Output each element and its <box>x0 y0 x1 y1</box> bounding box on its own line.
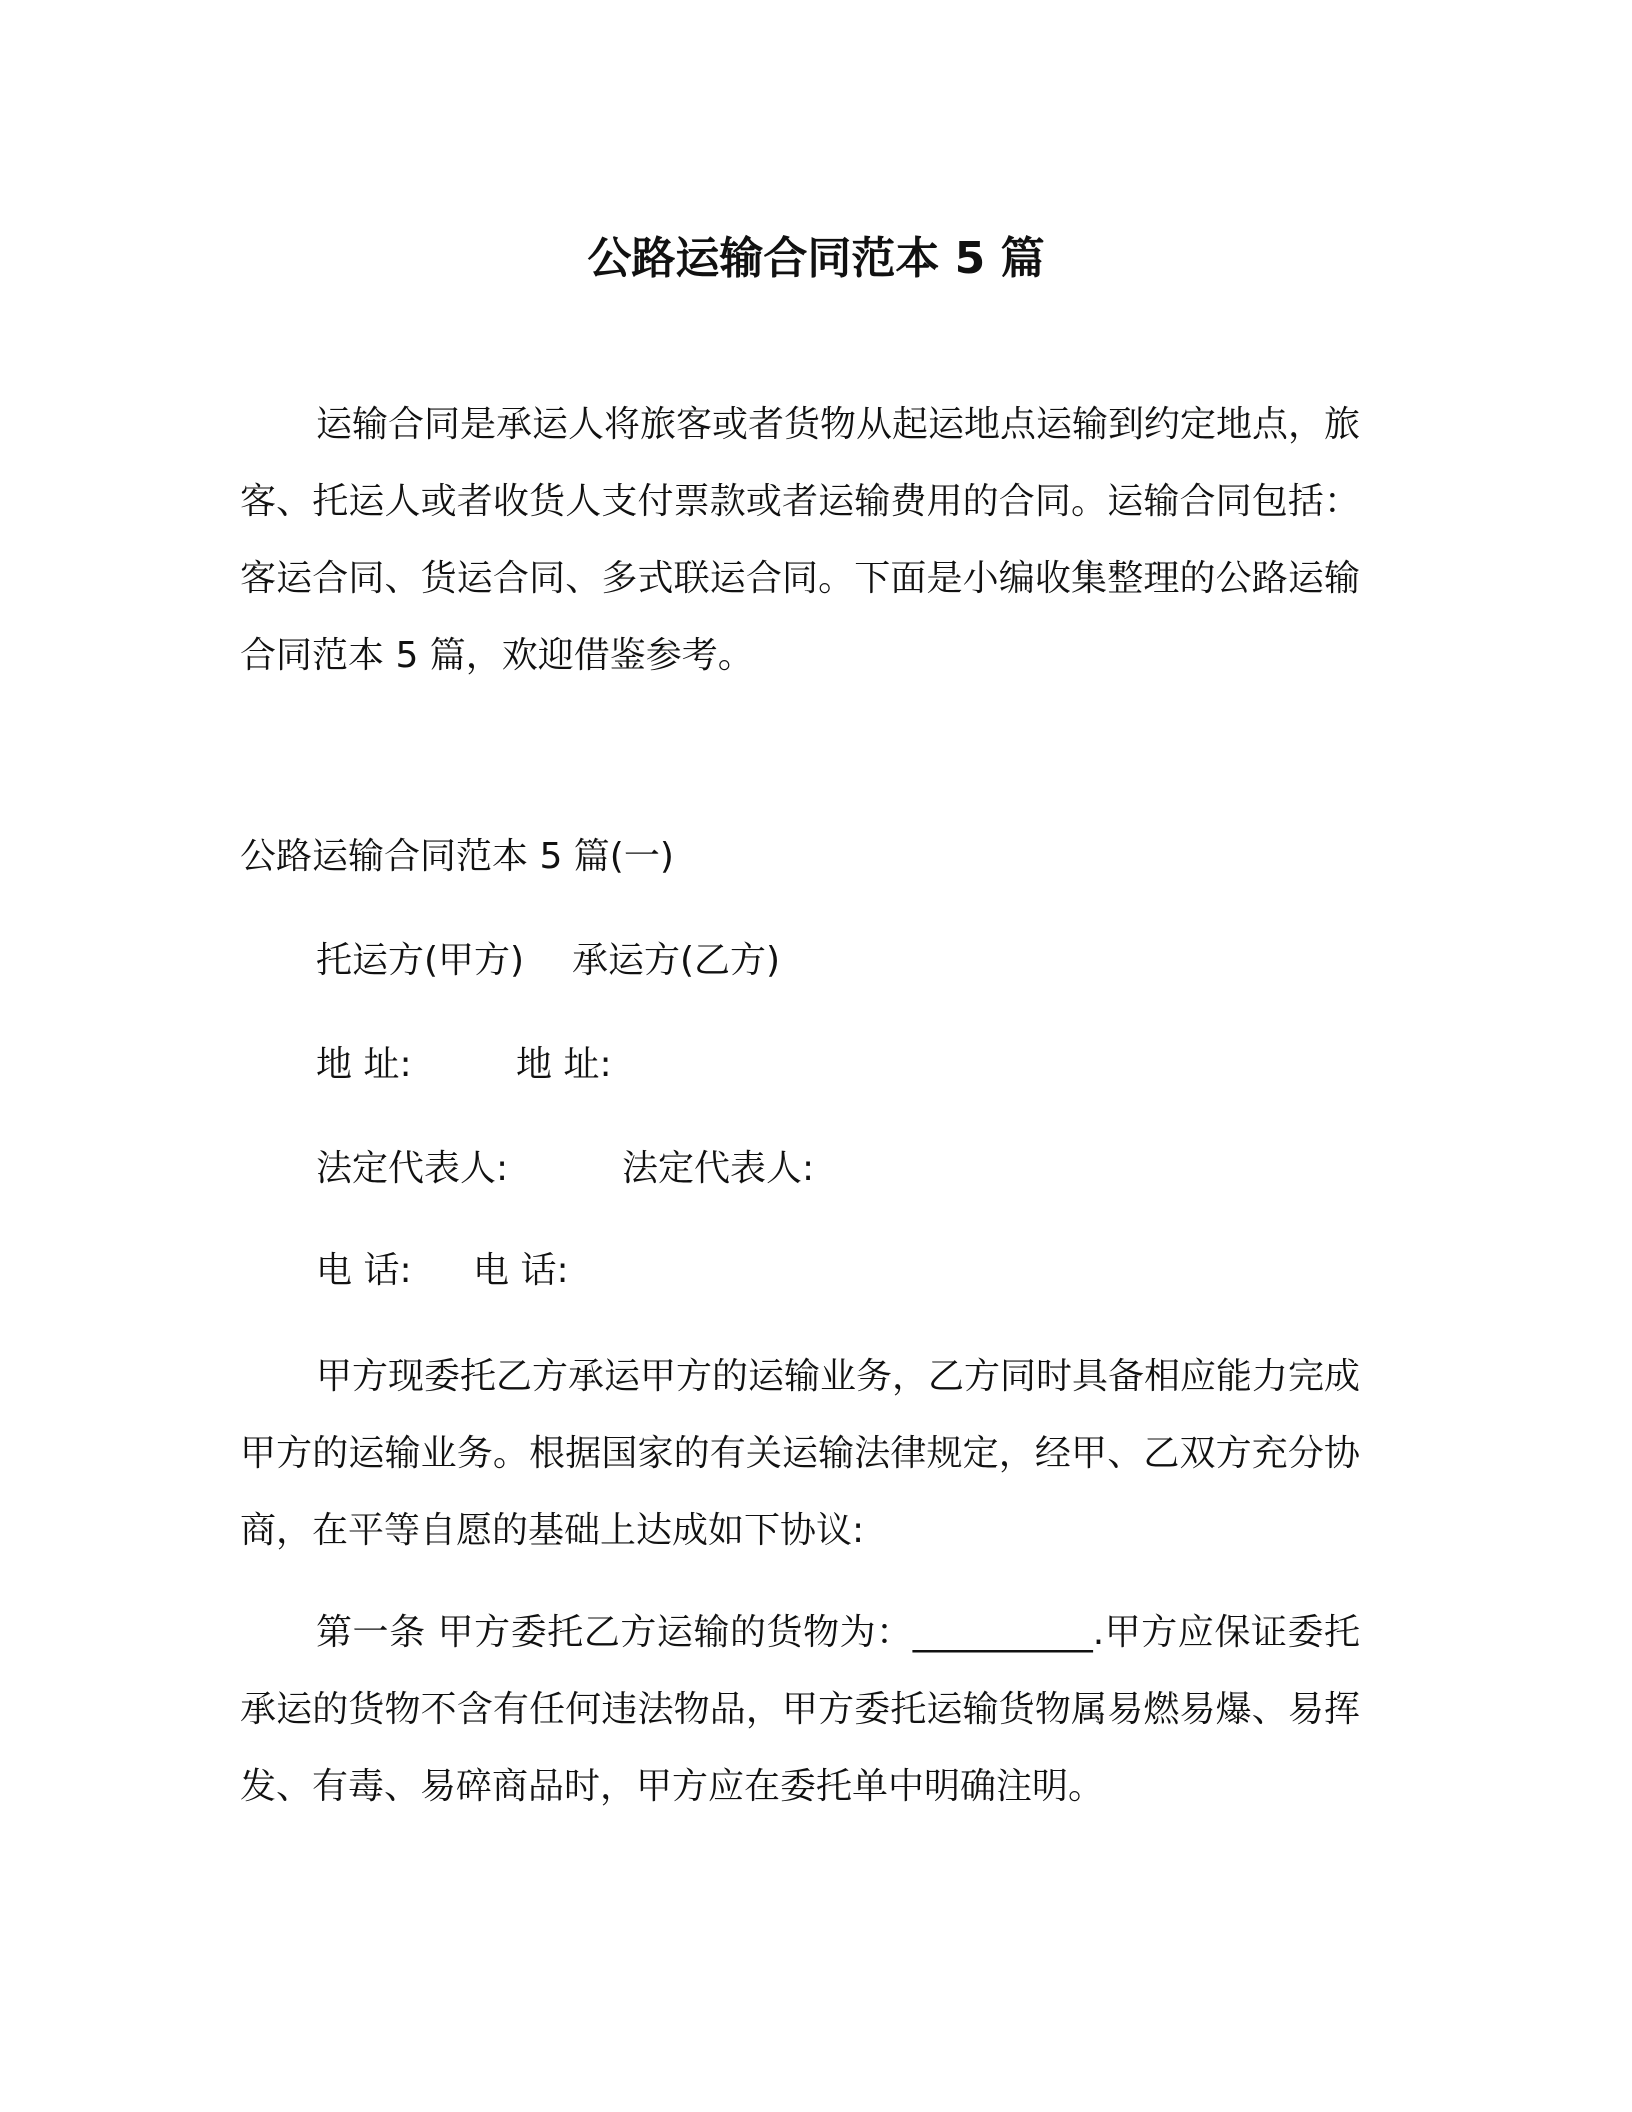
legal-rep-row <box>316 1130 814 1207</box>
shipper-label: 托运方(甲方) <box>316 940 525 981</box>
agreement-paragraph: 甲方现委托乙方承运甲方的运输业务，乙方同时具备相应能力完成甲方的运输业务。根据国家的有关运输法律规定，经甲、乙双方充分协商，在平等自愿的基础上达成如下协议: <box>240 1356 1361 1551</box>
carrier-label: 承运方(乙方) <box>572 940 781 981</box>
intro-paragraph: 运输合同是承运人将旅客或者货物从起运地点运输到约定地点，旅客、托运人或者收货人支付票款或者运输费用的合同。运输合同包括：客运合同、货运合同、多式联运合同。下面是小编收集整理的公路运输合同范本 5 篇，欢迎借鉴参考。 <box>240 404 1361 676</box>
article-1-paragraph: 第一条 甲方委托乙方运输的货物为：__________.甲方应保证委托承运的货物不含有任何违法物品，甲方委托运输货物属易燃易爆、易挥发、有毒、易碎商品时，甲方应在委托单中明确注明。 <box>240 1612 1360 1807</box>
carrier-address-label: 地 址: <box>516 1044 612 1085</box>
section-heading: 公路运输合同范本 5 篇(一) <box>240 836 674 877</box>
address-row <box>316 1026 612 1103</box>
carrier-phone-label: 电 话: <box>473 1250 569 1291</box>
shipper-address-label: 地 址: <box>316 1044 412 1085</box>
phone-row <box>316 1232 569 1309</box>
shipper-legal-rep-label: 法定代表人: <box>316 1148 509 1189</box>
document-title: 公路运输合同范本 5 篇 <box>587 233 1045 284</box>
parties-row <box>316 922 780 999</box>
shipper-phone-label: 电 话: <box>316 1250 412 1291</box>
carrier-legal-rep-label: 法定代表人: <box>622 1148 815 1189</box>
